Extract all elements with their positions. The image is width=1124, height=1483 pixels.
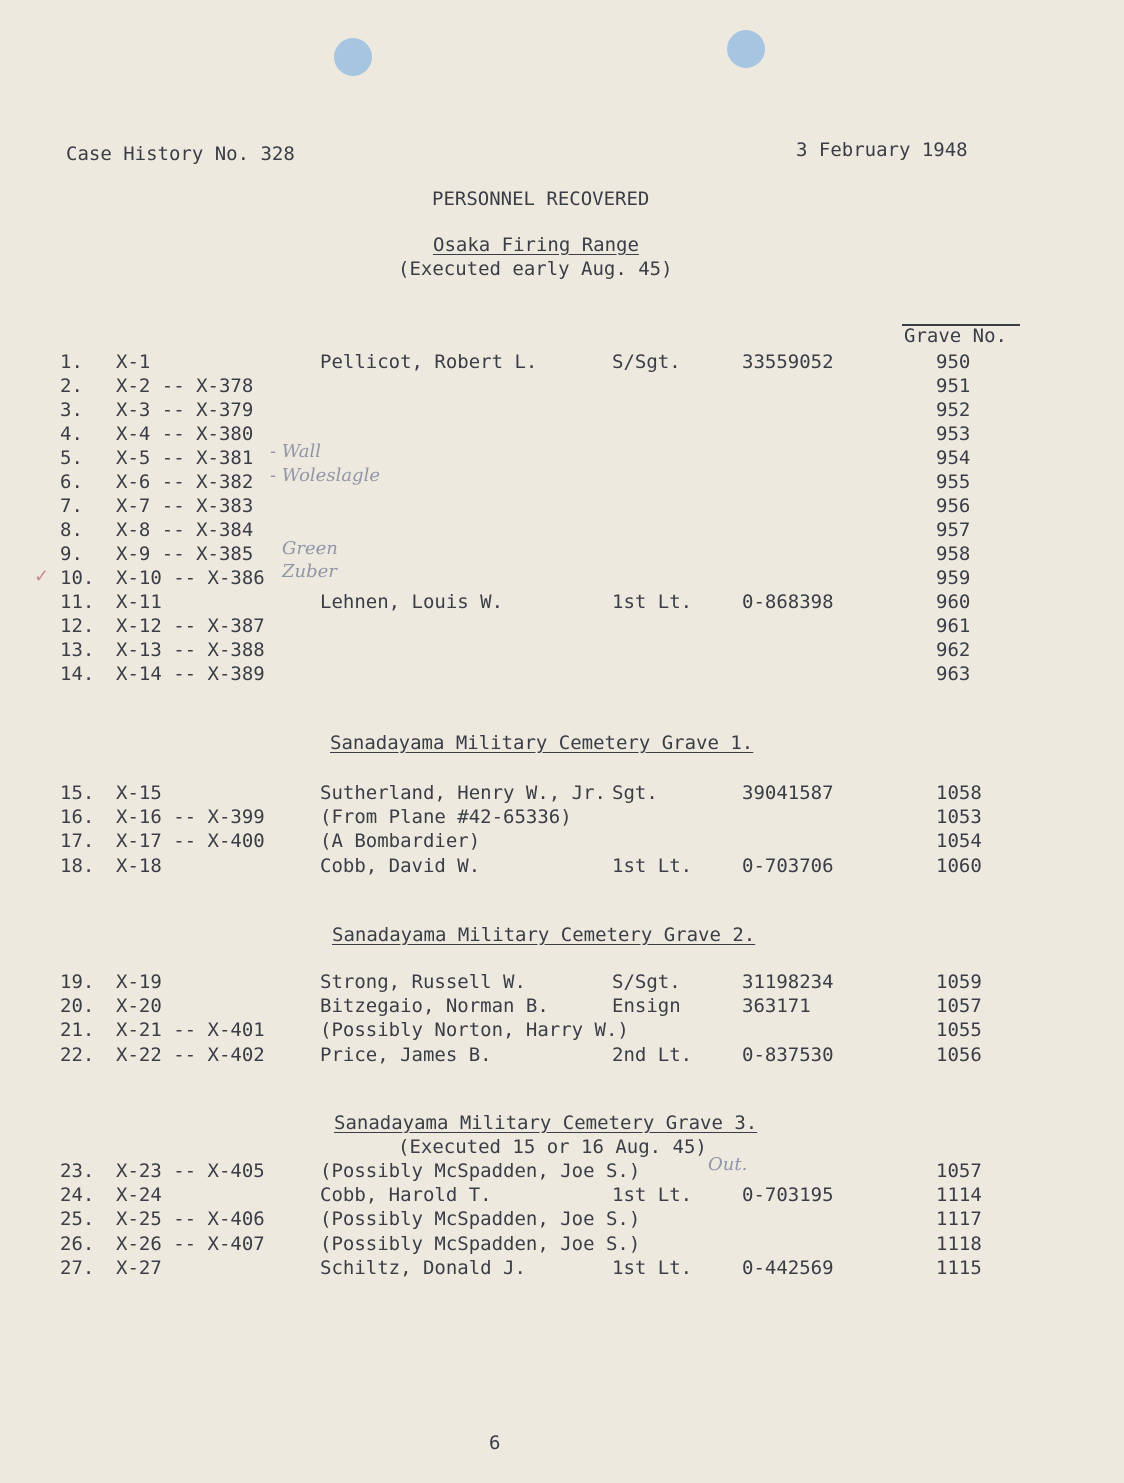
cell-num: 20.	[60, 995, 95, 1018]
cell-grave: 1055	[936, 1019, 982, 1042]
cell-grave: 1058	[936, 782, 982, 804]
handwritten-note-zuber: Zuber	[282, 561, 337, 582]
cell-code: X-26 -- X-407	[116, 1232, 265, 1255]
cell-code: X-1	[116, 351, 151, 373]
table-row	[0, 374, 1124, 398]
cell-rank: 1st Lt.	[612, 854, 693, 877]
cell-num: 11.	[60, 591, 95, 613]
page-number: 6	[489, 1432, 501, 1454]
table-row	[0, 1232, 1124, 1256]
cell-code: X-16 -- X-399	[116, 806, 265, 829]
cell-grave: 1115	[936, 1256, 982, 1279]
handwritten-note-wall: - Wall	[270, 441, 321, 462]
handwritten-note-woleslagle: - Woleslagle	[270, 465, 380, 486]
cell-num: 26.	[60, 1232, 95, 1255]
cell-code: X-2 -- X-378	[116, 375, 254, 397]
cell-num: 17.	[60, 830, 95, 853]
cell-name: (Possibly Norton, Harry W.)	[320, 1019, 629, 1042]
cell-num: 7.	[60, 495, 83, 517]
case-number: Case History No. 328	[66, 143, 295, 165]
cell-rank: S/Sgt.	[612, 971, 681, 993]
cell-grave: 950	[936, 351, 971, 373]
cell-num: 16.	[60, 806, 95, 829]
document-title: PERSONNEL RECOVERED	[432, 188, 650, 210]
cell-code: X-9 -- X-385	[116, 543, 254, 565]
cell-code: X-15	[116, 782, 162, 804]
cell-code: X-4 -- X-380	[116, 423, 254, 445]
cell-name: Cobb, Harold T.	[320, 1184, 492, 1207]
grave-no-header: Grave No.	[904, 325, 1007, 347]
cell-grave: 955	[936, 471, 971, 493]
cell-serial: 363171	[742, 995, 811, 1018]
cell-name: Lehnen, Louis W.	[320, 591, 504, 613]
cell-rank: 1st Lt.	[612, 1256, 693, 1279]
table-row	[0, 518, 1124, 542]
cell-grave: 956	[936, 495, 971, 517]
cell-num: 27.	[60, 1256, 95, 1279]
grave-no-underline	[902, 324, 1020, 326]
cell-grave: 1118	[936, 1232, 982, 1255]
table-row	[0, 854, 1124, 878]
cell-serial: 0-868398	[742, 591, 834, 613]
cell-code: X-8 -- X-384	[116, 519, 254, 541]
cell-name: Bitzegaio, Norman B.	[320, 995, 549, 1018]
section-title-grave-3: Sanadayama Military Cemetery Grave 3.	[334, 1112, 758, 1134]
cell-num: 10.	[60, 567, 95, 589]
table-row	[0, 994, 1124, 1018]
punch-hole-right	[727, 30, 765, 68]
cell-code: X-17 -- X-400	[116, 830, 265, 853]
cell-name: (Possibly McSpadden, Joe S.)	[320, 1208, 641, 1231]
punch-hole-left	[334, 38, 372, 76]
cell-name: Cobb, David W.	[320, 854, 481, 877]
cell-code: X-12 -- X-387	[116, 615, 265, 637]
cell-grave: 962	[936, 639, 971, 661]
cell-grave: 960	[936, 591, 971, 613]
cell-grave: 1054	[936, 830, 982, 853]
cell-num: 8.	[60, 519, 83, 541]
cell-grave: 953	[936, 423, 971, 445]
table-row	[0, 494, 1124, 518]
cell-code: X-13 -- X-388	[116, 639, 265, 661]
cell-code: X-25 -- X-406	[116, 1208, 265, 1231]
cell-num: 4.	[60, 423, 83, 445]
cell-num: 13.	[60, 639, 95, 661]
cell-num: 3.	[60, 399, 83, 421]
table-row	[0, 566, 1124, 590]
table-row	[0, 781, 1124, 805]
handwritten-note-out: Out.	[708, 1154, 748, 1175]
table-row	[0, 1256, 1124, 1280]
cell-grave: 1060	[936, 854, 982, 877]
section-title-osaka: Osaka Firing Range	[433, 234, 639, 256]
cell-name: (Possibly McSpadden, Joe S.)	[320, 1232, 641, 1255]
cell-code: X-7 -- X-383	[116, 495, 254, 517]
cell-serial: 0-703195	[742, 1184, 834, 1207]
cell-num: 15.	[60, 782, 95, 804]
cell-code: X-27	[116, 1256, 162, 1279]
table-row	[0, 1159, 1124, 1183]
cell-code: X-22 -- X-402	[116, 1043, 265, 1066]
cell-num: 19.	[60, 971, 95, 993]
cell-rank: 1st Lt.	[612, 591, 693, 613]
cell-code: X-14 -- X-389	[116, 663, 265, 685]
table-row	[0, 398, 1124, 422]
table-row	[0, 638, 1124, 662]
cell-num: 5.	[60, 447, 83, 469]
table-row	[0, 446, 1124, 470]
cell-rank: Sgt.	[612, 782, 658, 804]
section-title-grave-1: Sanadayama Military Cemetery Grave 1.	[330, 732, 754, 754]
cell-num: 21.	[60, 1019, 95, 1042]
handwritten-note-green: Green	[282, 538, 338, 559]
cell-name: Pellicot, Robert L.	[320, 351, 538, 373]
cell-num: 24.	[60, 1184, 95, 1207]
cell-name: (A Bombardier)	[320, 830, 481, 853]
cell-serial: 0-837530	[742, 1043, 834, 1066]
table-row	[0, 970, 1124, 994]
cell-code: X-19	[116, 971, 162, 993]
cell-grave: 961	[936, 615, 971, 637]
cell-grave: 958	[936, 543, 971, 565]
cell-num: 23.	[60, 1160, 95, 1182]
table-row	[0, 1183, 1124, 1207]
cell-grave: 1056	[936, 1043, 982, 1066]
cell-name: Price, James B.	[320, 1043, 492, 1066]
cell-grave: 1059	[936, 971, 982, 993]
table-row	[0, 614, 1124, 638]
cell-code: X-21 -- X-401	[116, 1019, 265, 1042]
cell-grave: 959	[936, 567, 971, 589]
cell-name: (From Plane #42-65336)	[320, 806, 572, 829]
cell-serial: 39041587	[742, 782, 834, 804]
cell-grave: 1117	[936, 1208, 982, 1231]
cell-rank: S/Sgt.	[612, 351, 681, 373]
cell-serial: 31198234	[742, 971, 834, 993]
check-mark-icon: ✓	[34, 566, 50, 587]
cell-num: 6.	[60, 471, 83, 493]
cell-grave: 1057	[936, 1160, 982, 1182]
cell-code: X-6 -- X-382	[116, 471, 254, 493]
cell-code: X-18	[116, 854, 162, 877]
document-date: 3 February 1948	[796, 139, 968, 161]
cell-code: X-24	[116, 1184, 162, 1207]
cell-code: X-11	[116, 591, 162, 613]
table-row	[0, 350, 1124, 374]
cell-name: (Possibly McSpadden, Joe S.)	[320, 1160, 641, 1182]
table-row	[0, 1018, 1124, 1042]
cell-name: Sutherland, Henry W., Jr.	[320, 782, 606, 804]
table-row	[0, 542, 1124, 566]
section-title-grave-2: Sanadayama Military Cemetery Grave 2.	[332, 924, 756, 946]
cell-serial: 33559052	[742, 351, 834, 373]
table-row	[0, 662, 1124, 686]
cell-num: 14.	[60, 663, 95, 685]
cell-grave: 1114	[936, 1184, 982, 1207]
cell-grave: 957	[936, 519, 971, 541]
section-subtitle-grave-3: (Executed 15 or 16 Aug. 45)	[398, 1136, 707, 1158]
cell-grave: 954	[936, 447, 971, 469]
cell-num: 18.	[60, 854, 95, 877]
cell-rank: 2nd Lt.	[612, 1043, 693, 1066]
cell-num: 25.	[60, 1208, 95, 1231]
cell-num: 2.	[60, 375, 83, 397]
cell-code: X-23 -- X-405	[116, 1160, 265, 1182]
cell-grave: 1053	[936, 806, 982, 829]
cell-grave: 951	[936, 375, 971, 397]
cell-serial: 0-442569	[742, 1256, 834, 1279]
cell-code: X-20	[116, 995, 162, 1018]
cell-code: X-10 -- X-386	[116, 567, 265, 589]
cell-grave: 1057	[936, 995, 982, 1018]
section-subtitle-osaka: (Executed early Aug. 45)	[398, 258, 673, 280]
table-row	[0, 1043, 1124, 1067]
cell-num: 9.	[60, 543, 83, 565]
cell-name: Strong, Russell W.	[320, 971, 526, 993]
table-row	[0, 1207, 1124, 1231]
table-row	[0, 590, 1124, 614]
cell-num: 22.	[60, 1043, 95, 1066]
cell-serial: 0-703706	[742, 854, 834, 877]
table-row	[0, 805, 1124, 829]
table-row	[0, 470, 1124, 494]
table-row	[0, 829, 1124, 853]
cell-num: 12.	[60, 615, 95, 637]
cell-code: X-5 -- X-381	[116, 447, 254, 469]
cell-num: 1.	[60, 351, 83, 373]
cell-name: Schiltz, Donald J.	[320, 1256, 526, 1279]
cell-code: X-3 -- X-379	[116, 399, 254, 421]
cell-rank: 1st Lt.	[612, 1184, 693, 1207]
cell-grave: 952	[936, 399, 971, 421]
table-row	[0, 422, 1124, 446]
cell-rank: Ensign	[612, 995, 681, 1018]
cell-grave: 963	[936, 663, 971, 685]
